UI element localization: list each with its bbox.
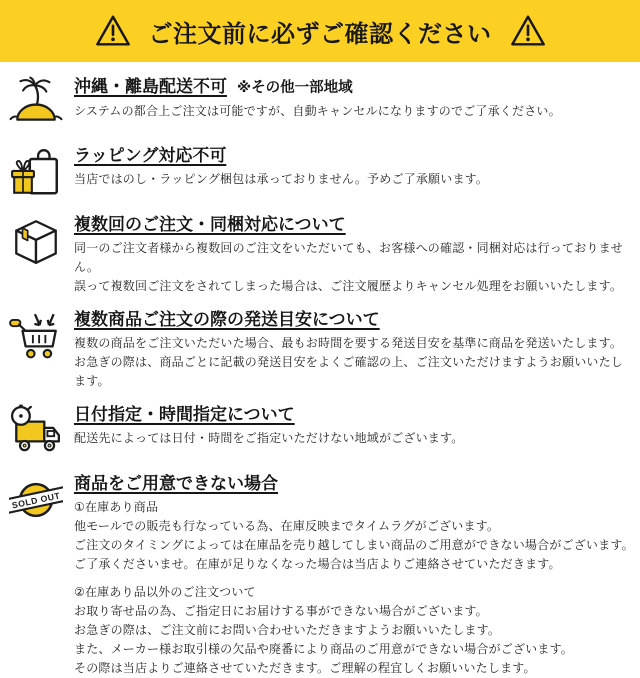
section-title: 商品をご用意できない場合 (74, 474, 278, 493)
cart-arrows-icon (8, 309, 64, 365)
notice-banner (0, 0, 640, 62)
section-title: ラッピング対応不可 (74, 146, 227, 165)
section-body (74, 239, 635, 296)
section-body (74, 498, 635, 678)
section-body (74, 170, 635, 189)
body-line (74, 574, 635, 583)
gift-bag-icon (8, 145, 64, 201)
body-line: お急ぎの際は、商品ごとに記載の発送目安をよくご確認の上、ご注文いただけますようお願いいたします。 (74, 355, 624, 388)
warning-triangle-icon (94, 12, 132, 50)
section-title: 日付指定・時間指定について (74, 405, 295, 424)
sold-out-text: SOLD OUT (10, 490, 62, 511)
body-line: また、メーカー様お取引様の欠品や廃番により商品のご用意ができない場合がございます。 (74, 642, 574, 656)
section-title: 複数回のご注文・同梱対応について (74, 215, 346, 234)
body-line: 複数の商品をご注文いただいた場合、最もお時間を要する発送目安を基準に商品を発送いたします。 (74, 336, 623, 350)
body-line: ご注文のタイミングによっては在庫品を売り越してしまい商品のご用意ができない場合がございます。 (74, 538, 634, 552)
section-title: 複数商品ご注文の際の発送目安について (74, 310, 380, 329)
body-line: 同一のご注文者様から複数回のご注文をいただいても、お客様への確認・同梱対応は行っておりません。 (74, 241, 624, 274)
sold-out-icon (8, 473, 64, 529)
banner-title: ご注文前に必ずご確認ください (148, 20, 492, 48)
body-line: その際は当店よりご連絡させていただきます。ご理解の程宜しくお願いいたします。 (74, 661, 536, 675)
package-box-icon (8, 214, 64, 270)
notice-sections (0, 62, 640, 678)
notice-section (8, 76, 635, 132)
body-line: お急ぎの際は、ご注文前にお問い合わせいただきますようお願いいたします。 (74, 623, 501, 637)
section-title: 沖縄・離島配送不可 (74, 77, 227, 96)
body-line: 他モールでの販売も行なっている為、在庫反映までタイムラグがございます。 (74, 519, 500, 533)
notice-section (8, 473, 635, 678)
body-line: ご了承くださいませ。在庫が足りなくなった場合は当店よりご連絡させていただきます。 (74, 557, 561, 571)
body-line: 当店ではのし・ラッピング梱包は承っておりません。予めご了承願います。 (74, 172, 489, 186)
body-line: お取り寄せ品の為、ご指定日にお届けする事ができない場合がございます。 (74, 604, 488, 618)
body-line: 誤って複数回ご注文をされてしまった場合は、ご注文履歴よりキャンセル処理をお願いいたします。 (74, 279, 623, 293)
notice-section (8, 145, 635, 201)
warning-triangle-icon (509, 12, 547, 50)
section-body (74, 429, 635, 448)
body-line: システムの都合上ご注文は可能ですが、自動キャンセルになりますのでご了承ください。 (74, 104, 561, 118)
section-body (74, 102, 635, 121)
island-palm-icon (8, 76, 64, 132)
notice-section (8, 404, 635, 460)
section-title-note: ※その他一部地域 (237, 80, 353, 96)
delivery-truck-clock-icon (8, 404, 64, 460)
body-line: ①在庫あり商品 (74, 500, 159, 514)
body-line: 配送先によっては日付・時間をご指定いただけない地域がございます。 (74, 431, 464, 445)
section-body (74, 334, 635, 391)
body-line: ②在庫あり品以外のご注文ついて (74, 585, 256, 599)
notice-section (8, 214, 635, 296)
notice-section (8, 309, 635, 391)
